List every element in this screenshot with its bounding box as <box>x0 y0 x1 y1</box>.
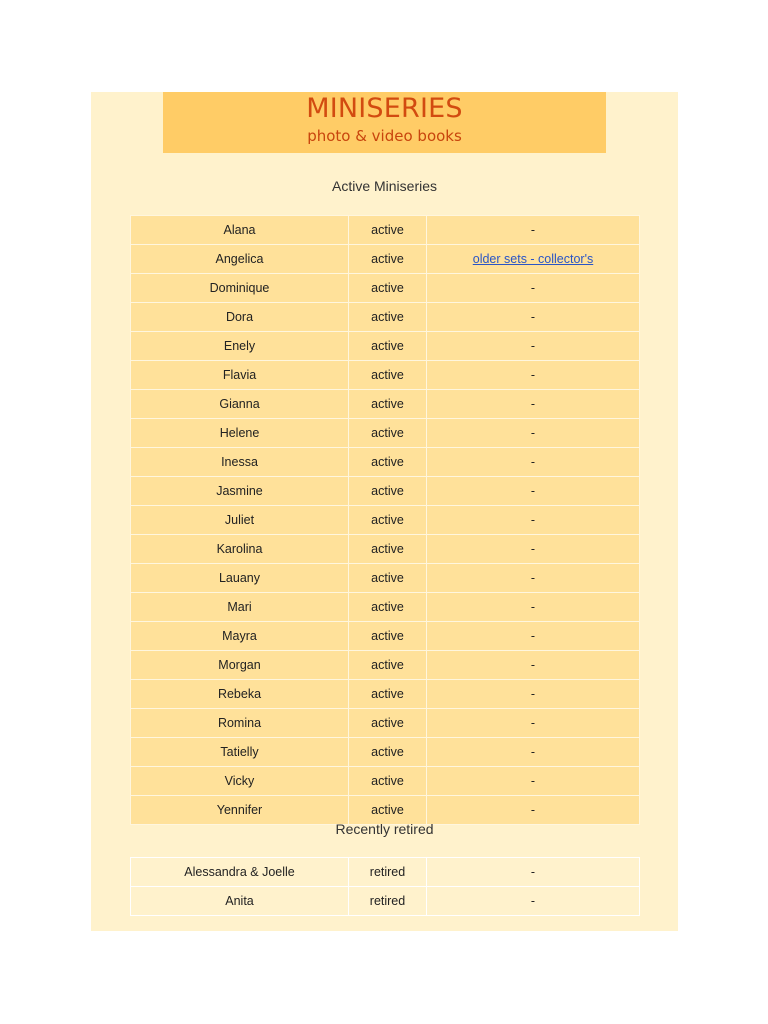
table-row <box>131 564 640 593</box>
model-name-cell: Alana <box>131 216 349 245</box>
model-name-cell: Inessa <box>131 448 349 477</box>
status-cell: active <box>349 593 427 622</box>
table-row <box>131 477 640 506</box>
note-cell: - <box>427 767 640 796</box>
model-name-cell: Romina <box>131 709 349 738</box>
table-row <box>131 245 640 274</box>
note-cell: - <box>427 361 640 390</box>
status-cell: active <box>349 622 427 651</box>
note-cell: - <box>427 274 640 303</box>
table-row <box>131 651 640 680</box>
note-cell: - <box>427 332 640 361</box>
table-row <box>131 680 640 709</box>
active-miniseries-table <box>130 215 640 825</box>
status-cell: active <box>349 535 427 564</box>
status-cell: active <box>349 796 427 825</box>
status-cell: active <box>349 419 427 448</box>
model-name-cell: Angelica <box>131 245 349 274</box>
active-miniseries-heading: Active Miniseries <box>331 178 438 194</box>
table-row <box>131 767 640 796</box>
model-name-cell: Yennifer <box>131 796 349 825</box>
note-cell: - <box>427 738 640 767</box>
older-sets-link[interactable]: older sets - collector's <box>472 252 594 266</box>
model-name-cell: Rebeka <box>131 680 349 709</box>
status-cell: retired <box>349 858 427 887</box>
status-cell: active <box>349 680 427 709</box>
table-row <box>131 419 640 448</box>
table-row <box>131 448 640 477</box>
status-cell: active <box>349 477 427 506</box>
table-row <box>131 361 640 390</box>
model-name-cell: Helene <box>131 419 349 448</box>
retired-miniseries-table <box>130 857 640 916</box>
header-banner <box>163 92 606 153</box>
table-row <box>131 887 640 916</box>
table-row <box>131 593 640 622</box>
model-name-cell: Gianna <box>131 390 349 419</box>
model-name-cell: Mari <box>131 593 349 622</box>
note-cell: - <box>427 796 640 825</box>
table-row <box>131 535 640 564</box>
table-row <box>131 858 640 887</box>
model-name-cell: Dominique <box>131 274 349 303</box>
table-row <box>131 216 640 245</box>
table-row <box>131 506 640 535</box>
page-title: MINISERIES <box>306 93 463 124</box>
table-row <box>131 390 640 419</box>
note-cell: - <box>427 564 640 593</box>
status-cell: active <box>349 303 427 332</box>
model-name-cell: Mayra <box>131 622 349 651</box>
model-name-cell: Enely <box>131 332 349 361</box>
model-name-cell: Juliet <box>131 506 349 535</box>
note-cell: - <box>427 593 640 622</box>
model-name-cell: Tatielly <box>131 738 349 767</box>
status-cell: active <box>349 738 427 767</box>
status-cell: active <box>349 274 427 303</box>
note-cell: - <box>427 858 640 887</box>
model-name-cell: Flavia <box>131 361 349 390</box>
table-row <box>131 274 640 303</box>
note-cell: - <box>427 216 640 245</box>
note-cell: - <box>427 622 640 651</box>
note-cell: - <box>427 506 640 535</box>
note-cell: - <box>427 680 640 709</box>
note-cell: - <box>427 419 640 448</box>
status-cell: active <box>349 448 427 477</box>
status-cell: active <box>349 390 427 419</box>
model-name-cell: Lauany <box>131 564 349 593</box>
note-cell: - <box>427 303 640 332</box>
note-cell: - <box>427 448 640 477</box>
model-name-cell: Alessandra & Joelle <box>131 858 349 887</box>
model-name-cell: Karolina <box>131 535 349 564</box>
status-cell: active <box>349 767 427 796</box>
model-name-cell: Vicky <box>131 767 349 796</box>
page-subtitle: photo & video books <box>307 127 462 145</box>
status-cell: active <box>349 245 427 274</box>
table-row <box>131 622 640 651</box>
note-cell <box>427 245 640 274</box>
status-cell: retired <box>349 887 427 916</box>
note-cell: - <box>427 651 640 680</box>
status-cell: active <box>349 651 427 680</box>
recently-retired-heading: Recently retired <box>335 821 434 837</box>
note-cell: - <box>427 709 640 738</box>
note-cell: - <box>427 887 640 916</box>
table-row <box>131 332 640 361</box>
model-name-cell: Dora <box>131 303 349 332</box>
table-row <box>131 738 640 767</box>
table-row <box>131 709 640 738</box>
status-cell: active <box>349 361 427 390</box>
content-panel <box>91 92 678 931</box>
model-name-cell: Morgan <box>131 651 349 680</box>
note-cell: - <box>427 390 640 419</box>
status-cell: active <box>349 332 427 361</box>
status-cell: active <box>349 506 427 535</box>
model-name-cell: Jasmine <box>131 477 349 506</box>
table-row <box>131 303 640 332</box>
status-cell: active <box>349 216 427 245</box>
note-cell: - <box>427 477 640 506</box>
model-name-cell: Anita <box>131 887 349 916</box>
status-cell: active <box>349 564 427 593</box>
note-cell: - <box>427 535 640 564</box>
status-cell: active <box>349 709 427 738</box>
